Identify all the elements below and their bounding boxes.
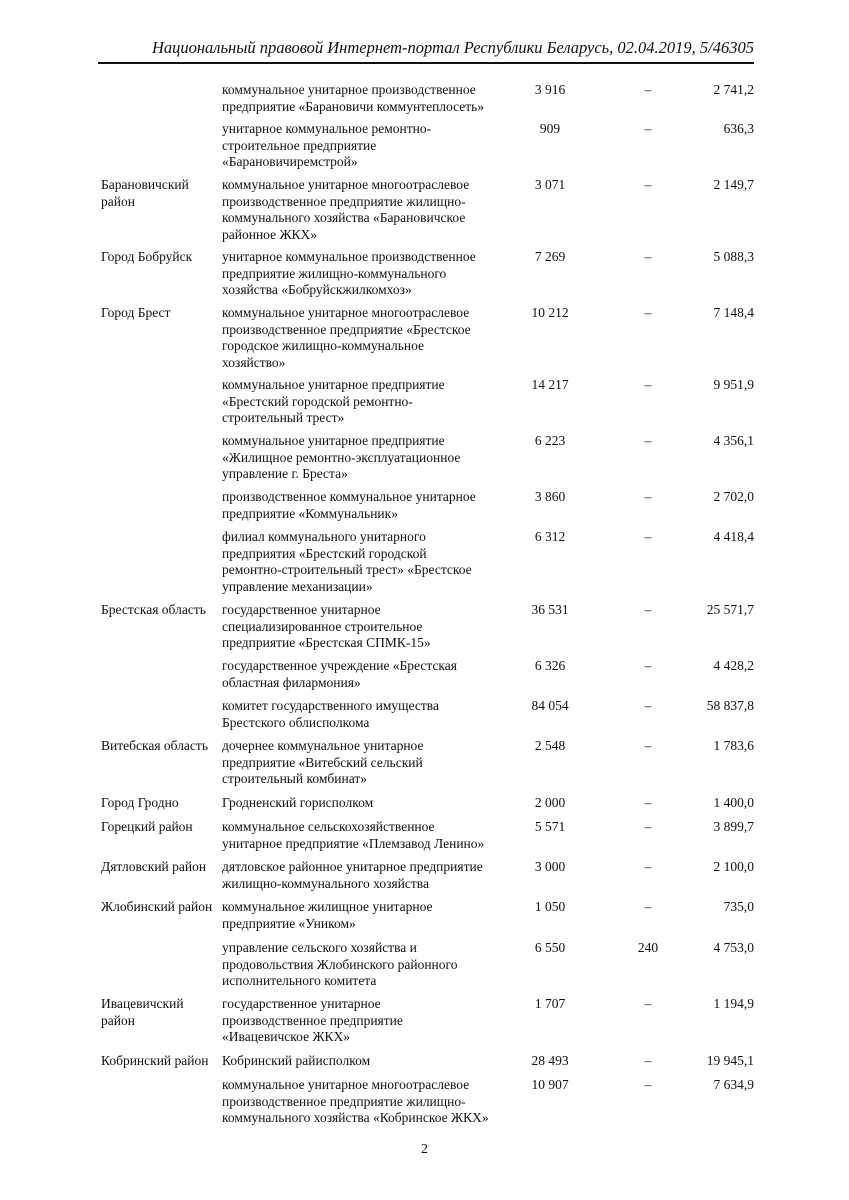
organization-line: коммунальное сельскохозяйственное	[222, 819, 435, 834]
region-line: Город Брест	[101, 305, 171, 320]
value-cell-b: –	[644, 795, 652, 810]
organization-line: производственное предприятие жилищно-	[222, 193, 466, 209]
organization-cell	[222, 819, 512, 852]
value-cell-b: –	[644, 819, 652, 834]
value-cell-b: –	[644, 899, 652, 914]
value-cell-b: –	[644, 249, 652, 264]
organization-cell	[222, 121, 512, 171]
organization-line: коммунальное унитарное предприятие	[222, 377, 445, 392]
region-line: Дятловский район	[101, 859, 207, 874]
value-cell-c: 2 100,0	[713, 859, 754, 874]
organization-line: комитет государственного имущества	[222, 698, 439, 713]
organization-line: коммунальное унитарное производственное	[222, 82, 476, 97]
value-cell-c: 1 783,6	[713, 738, 754, 753]
organization-cell	[222, 1053, 512, 1070]
organization-line: коммунальное жилищное унитарное	[222, 899, 433, 914]
value-cell-a: 10 212	[531, 305, 569, 320]
organization-line: филиал коммунального унитарного	[222, 529, 426, 544]
organization-line: унитарное предприятие «Племзавод Ленино»	[222, 835, 485, 851]
region-cell	[101, 819, 221, 836]
organization-line: предприятия «Брестский городской	[222, 545, 427, 561]
organization-line: Гродненский горисполком	[222, 795, 374, 810]
value-cell-c: 58 837,8	[706, 698, 754, 713]
organization-cell	[222, 899, 512, 932]
value-cell-b: –	[644, 1053, 652, 1068]
organization-cell	[222, 529, 512, 595]
region-line: Город Гродно	[101, 795, 179, 810]
organization-line: «Брестский городской ремонтно-	[222, 393, 413, 409]
organization-line: исполнительного комитета	[222, 973, 377, 989]
value-cell-c: 735,0	[723, 899, 754, 914]
value-cell-c: 3 899,7	[713, 819, 754, 834]
value-cell-a: 2 000	[534, 795, 566, 810]
value-cell-c: 2 702,0	[713, 489, 754, 504]
region-line: Ивацевичский	[101, 996, 184, 1011]
organization-line: «Жилищное ремонтно-эксплуатационное	[222, 449, 461, 465]
value-cell-b: –	[644, 658, 652, 673]
value-cell-b: –	[644, 602, 652, 617]
organization-line: коммунальное унитарное предприятие	[222, 433, 445, 448]
organization-cell	[222, 859, 512, 892]
region-line: Кобринский район	[101, 1053, 209, 1068]
value-cell-c: 4 418,4	[713, 529, 754, 544]
value-cell-b: –	[644, 305, 652, 320]
value-cell-b: –	[644, 529, 652, 544]
value-cell-c: 2 741,2	[713, 82, 754, 97]
region-cell	[101, 305, 221, 322]
value-cell-b: –	[644, 698, 652, 713]
organization-line: специализированное строительное	[222, 618, 423, 634]
value-cell-c: 4 753,0	[713, 940, 754, 955]
value-cell-c: 2 149,7	[713, 177, 754, 192]
value-cell-c: 7 148,4	[713, 305, 754, 320]
value-cell-b: –	[644, 859, 652, 874]
value-cell-a: 84 054	[531, 698, 569, 713]
organization-line: производственное предприятие жилищно-	[222, 1093, 466, 1109]
region-cell	[101, 177, 221, 210]
region-cell	[101, 738, 221, 755]
region-cell	[101, 1053, 221, 1070]
region-line: район	[101, 193, 135, 209]
value-cell-a: 909	[539, 121, 561, 136]
organization-line: дятловское районное унитарное предприятие	[222, 859, 483, 874]
value-cell-b: –	[644, 489, 652, 504]
organization-line: городское жилищно-коммунальное	[222, 338, 425, 354]
organization-line: государственное учреждение «Брестская	[222, 658, 457, 673]
organization-line: управление г. Бреста»	[222, 466, 348, 482]
organization-line: ремонтно-строительный трест» «Брестское	[222, 562, 472, 578]
organization-cell	[222, 795, 512, 812]
region-cell	[101, 602, 221, 619]
value-cell-a: 6 312	[534, 529, 566, 544]
value-cell-a: 14 217	[531, 377, 569, 392]
organization-line: коммунальное унитарное многоотраслевое	[222, 1077, 470, 1092]
value-cell-a: 6 223	[534, 433, 566, 448]
region-line: район	[101, 1012, 135, 1028]
region-cell	[101, 859, 221, 876]
organization-line: хозяйство»	[222, 354, 286, 370]
organization-cell	[222, 433, 512, 483]
value-cell-c: 4 428,2	[713, 658, 754, 673]
region-line: Барановичский	[101, 177, 189, 192]
region-line: Жлобинский район	[101, 899, 213, 914]
organization-cell	[222, 738, 512, 788]
organization-line: Брестского облисполкома	[222, 714, 370, 730]
value-cell-a: 2 548	[534, 738, 566, 753]
organization-cell	[222, 698, 512, 731]
region-cell	[101, 795, 221, 812]
value-cell-c: 7 634,9	[713, 1077, 754, 1092]
region-cell	[101, 249, 221, 266]
value-cell-b: –	[644, 177, 652, 192]
value-cell-a: 28 493	[531, 1053, 569, 1068]
organization-line: предприятие «Коммунальник»	[222, 505, 398, 521]
organization-cell	[222, 489, 512, 522]
organization-line: коммунальное унитарное многоотраслевое	[222, 177, 470, 192]
organization-line: государственное унитарное	[222, 602, 381, 617]
organization-cell	[222, 602, 512, 652]
organization-line: унитарное коммунальное ремонтно-	[222, 121, 432, 136]
organization-line: предприятие «Брестская СПМК-15»	[222, 635, 431, 651]
organization-line: предприятие «Уником»	[222, 915, 356, 931]
page-header: Национальный правовой Интернет-портал Республики Беларусь, 02.04.2019, 5/46305	[151, 38, 754, 57]
organization-line: унитарное коммунальное производственное	[222, 249, 476, 264]
organization-cell	[222, 249, 512, 299]
page-number: 2	[421, 1142, 428, 1157]
organization-line: коммунального хозяйства «Барановичское	[222, 210, 466, 226]
organization-cell	[222, 996, 512, 1046]
region-line: Витебская область	[101, 738, 208, 753]
organization-line: строительный комбинат»	[222, 771, 367, 787]
organization-cell	[222, 82, 512, 115]
organization-cell	[222, 658, 512, 691]
region-line: Брестская область	[101, 602, 206, 617]
organization-line: производственное предприятие	[222, 1012, 403, 1028]
region-cell	[101, 996, 221, 1029]
organization-line: хозяйства «Бобруйскжилкомхоз»	[222, 282, 412, 298]
organization-line: производственное предприятие «Брестское	[222, 321, 471, 337]
region-cell	[101, 899, 221, 916]
value-cell-a: 7 269	[534, 249, 566, 264]
organization-cell	[222, 940, 512, 990]
organization-line: жилищно-коммунального хозяйства	[222, 875, 429, 891]
organization-line: коммунальное унитарное многоотраслевое	[222, 305, 470, 320]
value-cell-a: 5 571	[534, 819, 566, 834]
value-cell-a: 1 050	[534, 899, 566, 914]
value-cell-c: 5 088,3	[713, 249, 754, 264]
value-cell-a: 10 907	[531, 1077, 569, 1092]
value-cell-a: 6 326	[534, 658, 566, 673]
organization-cell	[222, 177, 512, 243]
organization-line: Кобринский райисполком	[222, 1053, 371, 1068]
region-line: Горецкий район	[101, 819, 193, 834]
value-cell-c: 636,3	[723, 121, 754, 136]
value-cell-a: 3 860	[534, 489, 566, 504]
organization-line: «Ивацевичское ЖКХ»	[222, 1029, 351, 1045]
organization-cell	[222, 377, 512, 427]
organization-line: областная филармония»	[222, 674, 361, 690]
organization-line: предприятие «Барановичи коммунтеплосеть»	[222, 98, 485, 114]
organization-cell	[222, 1077, 512, 1127]
organization-line: строительное предприятие	[222, 137, 377, 153]
value-cell-b: –	[644, 996, 652, 1011]
value-cell-a: 3 916	[534, 82, 566, 97]
value-cell-b: –	[644, 433, 652, 448]
value-cell-a: 1 707	[534, 996, 566, 1011]
value-cell-a: 6 550	[534, 940, 566, 955]
organization-line: производственное коммунальное унитарное	[222, 489, 476, 504]
value-cell-b: –	[644, 377, 652, 392]
value-cell-c: 1 194,9	[713, 996, 754, 1011]
value-cell-c: 9 951,9	[713, 377, 754, 392]
organization-line: коммунального хозяйства «Кобринское ЖКХ»	[222, 1110, 489, 1126]
value-cell-c: 4 356,1	[713, 433, 754, 448]
value-cell-a: 3 071	[534, 177, 566, 192]
value-cell-b: –	[644, 738, 652, 753]
organization-line: предприятие «Витебский сельский	[222, 754, 423, 770]
organization-line: продовольствия Жлобинского районного	[222, 956, 458, 972]
organization-line: строительный трест»	[222, 410, 345, 426]
value-cell-c: 1 400,0	[713, 795, 754, 810]
value-cell-c: 19 945,1	[706, 1053, 754, 1068]
organization-line: «Барановичиремстрой»	[222, 154, 358, 170]
value-cell-b: –	[644, 1077, 652, 1092]
region-line: Город Бобруйск	[101, 249, 193, 264]
value-cell-a: 36 531	[531, 602, 569, 617]
value-cell-b: –	[644, 121, 652, 136]
organization-line: дочернее коммунальное унитарное	[222, 738, 424, 753]
organization-line: управление сельского хозяйства и	[222, 940, 417, 955]
organization-line: районное ЖКХ»	[222, 226, 318, 242]
organization-line: государственное унитарное	[222, 996, 381, 1011]
value-cell-b: 240	[637, 940, 659, 955]
organization-line: предприятие жилищно-коммунального	[222, 265, 447, 281]
header-rule	[98, 62, 754, 64]
value-cell-c: 25 571,7	[706, 602, 754, 617]
value-cell-a: 3 000	[534, 859, 566, 874]
organization-cell	[222, 305, 512, 371]
value-cell-b: –	[644, 82, 652, 97]
organization-line: управление механизации»	[222, 578, 373, 594]
